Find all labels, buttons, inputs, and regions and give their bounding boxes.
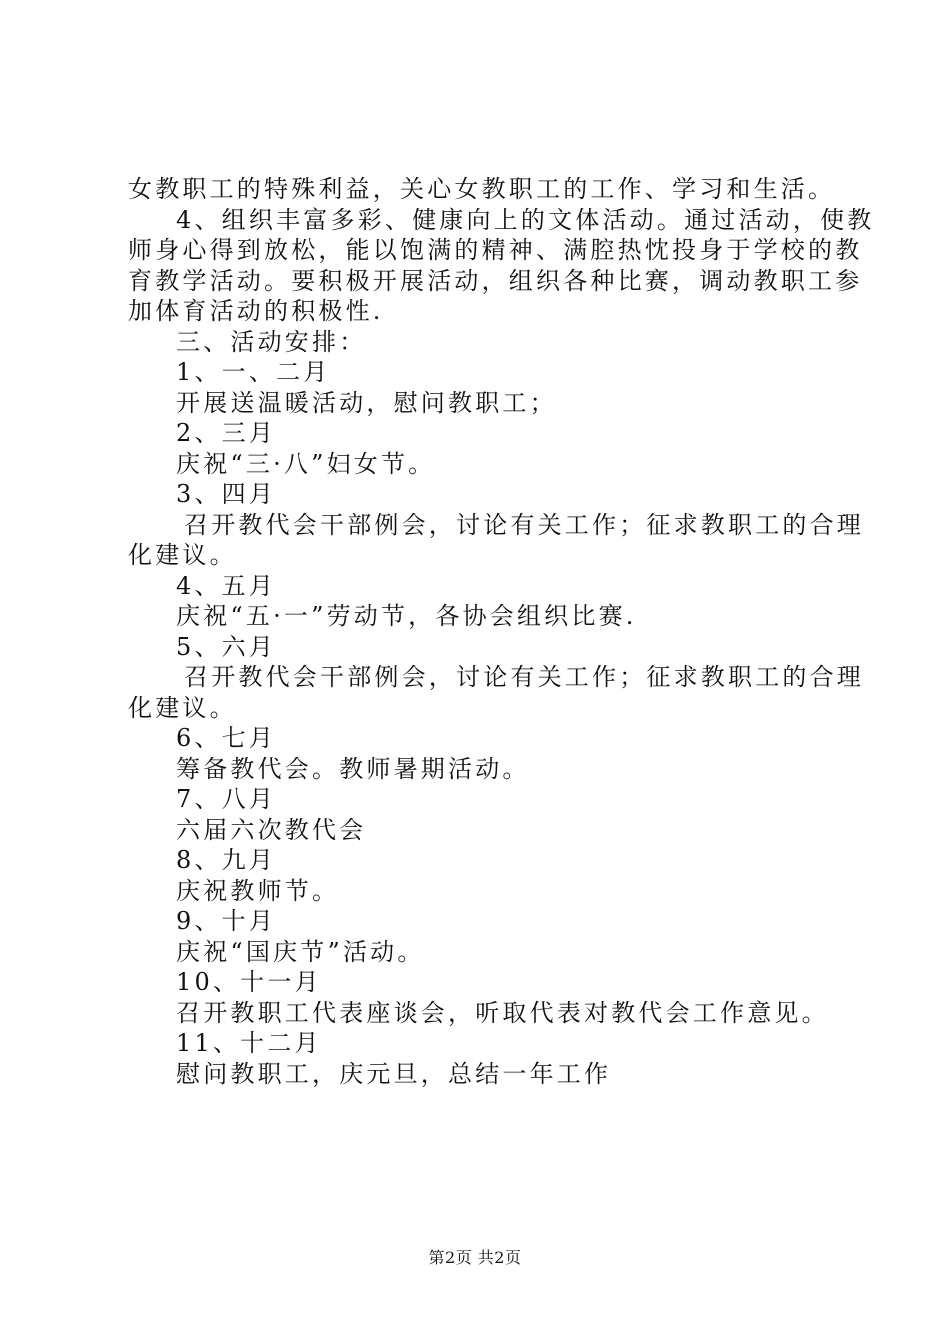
- schedule-activity: 化建议。: [128, 693, 237, 722]
- schedule-month: 3、四月: [176, 480, 277, 508]
- schedule-activity: 慰问教职工，庆元旦，总结一年工作: [176, 1059, 612, 1088]
- schedule-activity: 开展送温暖活动，慰问教职工；: [176, 388, 557, 417]
- paragraph-line: 4、组织丰富多彩、健康向上的文体活动。通过活动，使教: [176, 205, 875, 234]
- paragraph-line: 女教职工的特殊利益，关心女教职工的工作、学习和生活。: [128, 175, 836, 203]
- document-body: [128, 174, 875, 1089]
- schedule-activity: 庆祝“国庆节”活动。: [176, 937, 425, 966]
- schedule-month: 2、三月: [176, 419, 277, 447]
- schedule-month: 10、十一月: [176, 968, 322, 996]
- schedule-month: 11、十二月: [176, 1029, 322, 1057]
- paragraph-line: 加体育活动的积极性.: [128, 297, 384, 325]
- schedule-month: 5、六月: [176, 632, 277, 661]
- schedule-activity: 庆祝“三·八”妇女节。: [176, 449, 436, 478]
- schedule-activity: 六届六次教代会: [176, 815, 367, 844]
- schedule-activity: 召开教代会干部例会，讨论有关工作；征求教职工的合理: [184, 510, 864, 539]
- schedule-activity: 庆祝教师节。: [176, 876, 340, 905]
- schedule-activity: 庆祝“五·一”劳动节，各协会组织比赛.: [176, 602, 637, 630]
- paragraph-line: 师身心得到放松，能以饱满的精神、满腔热忱投身于学校的教: [128, 236, 863, 264]
- schedule-activity: 化建议。: [128, 541, 237, 569]
- schedule-month: 6、七月: [176, 724, 277, 752]
- schedule-activity: 筹备教代会。教师暑期活动。: [176, 754, 530, 783]
- schedule-month: 7、八月: [176, 785, 277, 813]
- schedule-activity: 召开教代会干部例会，讨论有关工作；征求教职工的合理: [184, 663, 864, 691]
- paragraph-line: 育教学活动。要积极开展活动，组织各种比赛，调动教职工参: [128, 266, 863, 295]
- schedule-month: 8、九月: [176, 846, 277, 874]
- schedule-month: 1、一、二月: [176, 358, 331, 386]
- section-heading: 三、活动安排：: [176, 327, 367, 356]
- schedule-activity: 召开教职工代表座谈会，听取代表对教代会工作意见。: [176, 998, 829, 1027]
- schedule-month: 9、十月: [176, 907, 277, 935]
- schedule-month: 4、五月: [176, 571, 277, 600]
- page-footer: 第2页 共2页: [428, 1248, 522, 1267]
